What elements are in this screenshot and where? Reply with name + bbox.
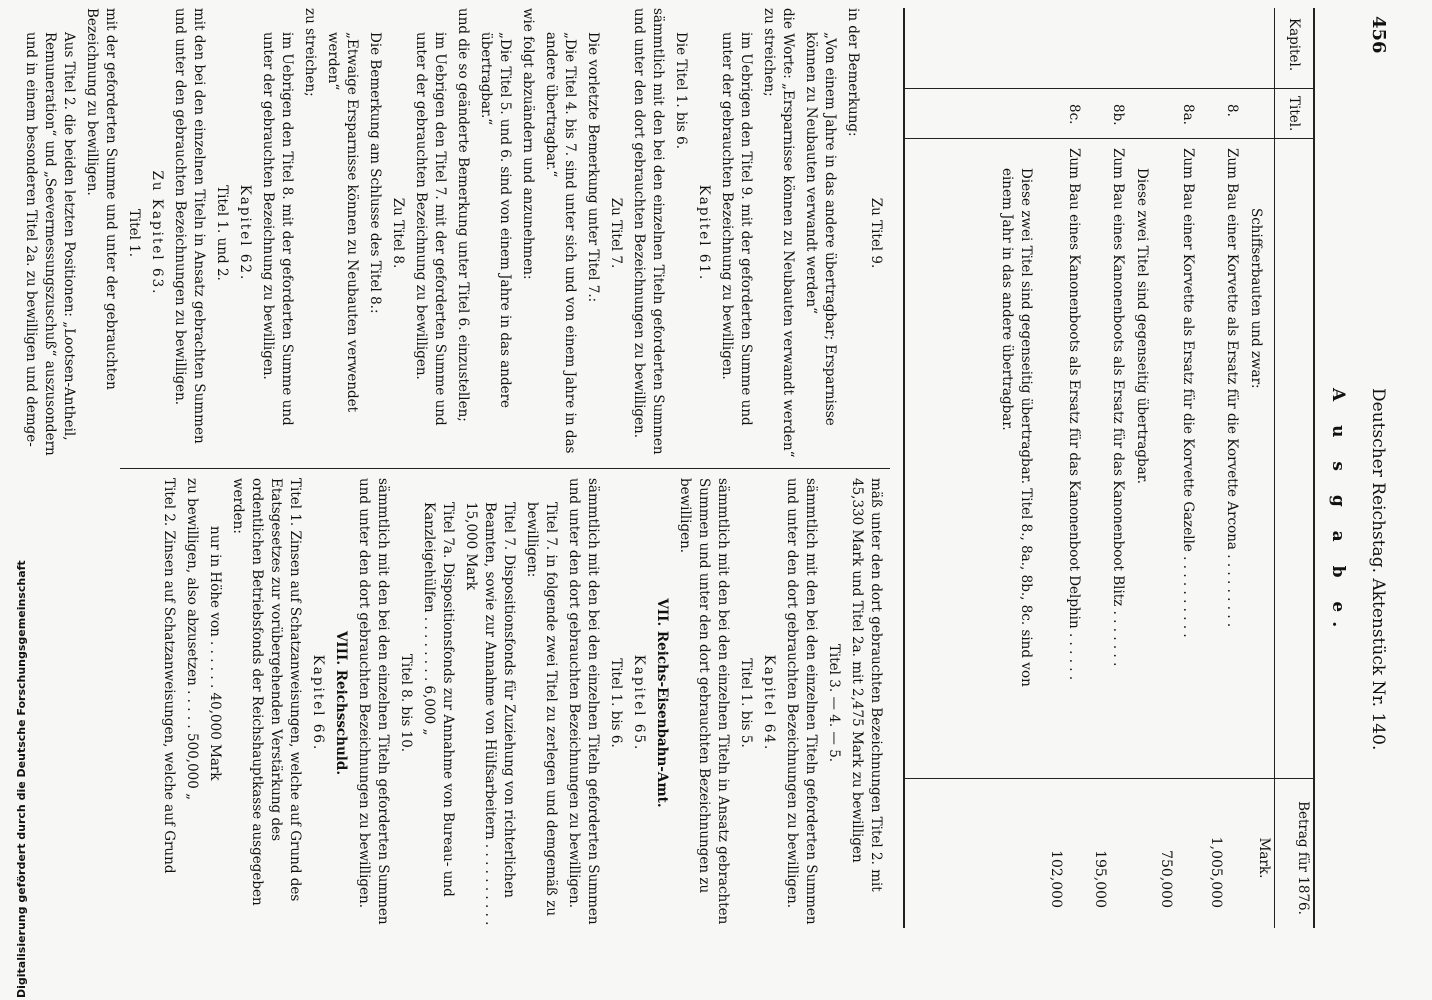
row-titel: 8a. bbox=[1180, 104, 1196, 125]
paragraph: im Uebrigen den Titel 8. mit der geforderten Summe und unter der gebrauchten Bezeichnung zu bewilligen. bbox=[260, 32, 295, 426]
digitization-note-text: Digitalisierung gefördert durch die Deutsche Forschungsgemeinschaft bbox=[15, 560, 28, 998]
paragraph: Titel 1. und 2. bbox=[214, 185, 230, 281]
table-col-rule bbox=[905, 138, 1315, 139]
paragraph: im Uebrigen den Titel 7. mit der geforderten Summe und unter der gebrauchten Bezeichnung zu bewilligen. bbox=[413, 32, 448, 426]
paragraph: Kapitel 62. bbox=[237, 184, 253, 282]
paragraph: Die Bemerkung am Schlusse des Titel 8.: bbox=[367, 32, 383, 314]
paragraph: Kapitel 66. bbox=[310, 654, 326, 752]
paragraph: Zu Titel 9. bbox=[868, 197, 884, 269]
table-header-rule bbox=[1274, 8, 1275, 928]
paragraph: Zu Titel 8. bbox=[390, 197, 406, 269]
row-text: Zum Bau einer Korvette als Ersatz für die Korvette Gazelle . . . . . . . . . . bbox=[1180, 148, 1196, 638]
paragraph: „Von einem Jahre in das andere übertragbar; Ersparnisse können zu Neubauten verwandt werden“ bbox=[803, 32, 838, 426]
row-amount: 750,000 bbox=[1158, 850, 1174, 908]
paragraph: Titel 1. Zinsen auf Schatzanweisungen, welche auf Grund des Etatsgesetzes zur vorübergehenden Verstärkung des ordentlichen Betriebsfonds der Reichshauptkasse ausgegeben werden: bbox=[230, 478, 303, 906]
table-col-rule bbox=[905, 88, 1315, 89]
paragraph: Titel 3. — 4. — 5. bbox=[826, 643, 842, 763]
row-amount: 195,000 bbox=[1092, 850, 1108, 908]
row-titel: 8b. bbox=[1110, 104, 1126, 126]
paragraph: Die vorletzte Bemerkung unter Titel 7.: bbox=[585, 32, 601, 303]
paragraph: nur in Höhe von . . . . . . 40,000 Mark bbox=[207, 526, 223, 781]
paragraph: mit den bei den einzelnen Titeln in Ansatz gebrachten Summen und unter den gebrauchten Bezeichnungen zu bewilligen. bbox=[172, 8, 207, 444]
paragraph: VII. Reichs-Eisenbahn-Amt. bbox=[654, 598, 670, 808]
row-note: Diese zwei Titel sind gegenseitig übertragbar. Titel 8., 8a., 8b., 8c. sind von einem Jahr in das andere übertragbar. bbox=[999, 168, 1034, 687]
row-amount: 102,000 bbox=[1048, 850, 1064, 908]
paragraph: Titel 7a. Dispositionsfonds zur Annahme von Bureau- und Kanzleigehülfen . . . . . . . . 6,000 „ bbox=[421, 502, 456, 897]
paragraph: Titel 8. bis 10. bbox=[398, 653, 414, 753]
paragraph: Titel 1. bis 6. bbox=[608, 658, 624, 748]
paragraph: und die so geänderte Bemerkung unter Titel 6. einzustellen; bbox=[455, 8, 471, 422]
paragraph: „Etwaige Ersparnisse können zu Neubauten verwendet werden“ bbox=[325, 32, 360, 413]
page-number: 456 bbox=[1368, 16, 1389, 54]
running-title: Deutscher Reichstag. Aktenstück Nr. 140. bbox=[1368, 388, 1388, 751]
table-intro: Schiffserbauten und zwar: bbox=[1248, 208, 1264, 389]
paragraph: Kapitel 61. bbox=[696, 184, 712, 282]
paragraph: sämmtlich mit den bei den einzelnen Titeln geforderten Summen und unter den dort gebrauchten Bezeichnungen zu bewilligen. bbox=[356, 478, 391, 925]
col-mark: Mark. bbox=[1256, 837, 1272, 879]
paragraph: mit der geforderten Summe und unter der gebrauchten Bezeichnung zu bewilligen. bbox=[84, 8, 119, 390]
paragraph: Zu Kapitel 63. bbox=[149, 170, 165, 296]
paragraph: sämmtlich mit den bei den einzelnen Titeln geforderten Summen und unter den dort gebrauchten Bezeichnungen zu bewilligen. bbox=[566, 478, 601, 925]
paragraph: die Worte: „Ersparnisse können zu Neubauten verwandt werden“ zu streichen; bbox=[761, 8, 796, 458]
paragraph: VIII. Reichsschuld. bbox=[333, 630, 349, 776]
paragraph: Kapitel 65. bbox=[631, 654, 647, 752]
col-kapitel: Kapitel. bbox=[1286, 18, 1302, 72]
left-column bbox=[17, 8, 885, 458]
paragraph: Kapitel 64. bbox=[761, 654, 777, 752]
paragraph: zu streichen; bbox=[302, 8, 318, 97]
table-top-rule bbox=[1313, 8, 1315, 928]
col-titel: Titel. bbox=[1286, 96, 1302, 132]
paragraph: „Die Titel 4. bis 7. sind unter sich und von einem Jahre in das andere übertragbar.“ bbox=[543, 32, 578, 454]
paragraph: „Die Titel 5. und 6. sind von einem Jahre in das andere übertragbar.“ bbox=[478, 32, 513, 409]
table-bottom-rule bbox=[903, 8, 905, 928]
col-betrag: Betrag für 1876. bbox=[1295, 801, 1311, 915]
row-note: Diese zwei Titel sind gegenseitig übertragbar. bbox=[1134, 168, 1150, 484]
paragraph: Aus Titel 2. die beiden letzten Positionen: „Lootsen-Antheil, Remuneration“ und „Seevermessungszuschuß“ auszusondern und in einem besonderen Titel 2a. zu bewilligen und demge- bbox=[23, 32, 77, 456]
paragraph: Titel 1. bis 5. bbox=[738, 658, 754, 748]
row-text: Zum Bau einer Korvette als Ersatz für die Korvette Arcona . . . . . . . . . bbox=[1224, 148, 1240, 628]
paragraph: wie folgt abzuändern und anzunehmen: bbox=[520, 8, 536, 280]
right-column bbox=[155, 478, 885, 928]
paragraph: Die Titel 1. bis 6. bbox=[673, 32, 689, 149]
paragraph: Titel 2. Zinsen auf Schatzanweisungen, welche auf Grund bbox=[161, 478, 177, 874]
paragraph: sämmtlich mit den bei den einzelnen Titeln geforderten Summen und unter den dort gebrauchten Bezeichnungen zu bewilligen. bbox=[784, 478, 819, 925]
section-heading: A u s g a b e. bbox=[1328, 388, 1348, 637]
paragraph: Titel 7. in folgende zwei Titel zu zerlegen und demgemäß zu bewilligen: bbox=[524, 502, 559, 917]
document-page bbox=[23, 8, 1395, 928]
row-titel: 8. bbox=[1224, 104, 1240, 117]
paragraph: sämmtlich mit den bei den einzelnen Titeln in Ansatz gebrachten Summen und unter den dort gebrauchten Bezeichnungen zu bewilligen. bbox=[677, 478, 731, 925]
row-amount: 1,005,000 bbox=[1208, 836, 1224, 908]
paragraph: Zu Titel 7. bbox=[608, 197, 624, 269]
row-text: Zum Bau eines Kanonenboots als Ersatz für das Kanonenboot Delphin . . . . . . bbox=[1066, 148, 1082, 681]
paragraph: in der Bemerkung: bbox=[845, 8, 861, 137]
paragraph: im Uebrigen den Titel 9. mit der geforderten Summe und unter der gebrauchten Bezeichnung zu bewilligen. bbox=[719, 32, 754, 426]
column-divider bbox=[120, 468, 890, 469]
paragraph: Titel 1. bbox=[126, 208, 142, 258]
paragraph: sämmtlich mit den bei den einzelnen Titeln geforderten Summen und unter den dort gebrauchten Bezeichnungen zu bewilligen. bbox=[631, 8, 666, 455]
row-titel: 8c. bbox=[1066, 104, 1082, 125]
row-text: Zum Bau eines Kanonenboots als Ersatz für das Kanonenboot Blitz . . . . . . . bbox=[1110, 148, 1126, 667]
paragraph: Titel 7. Dispositionsfonds für Zuziehung von richterlichen Beamten, sowie zur Annahme von Hülfsarbeitern . . . . . . . . . . 15,000 Mark bbox=[463, 502, 517, 926]
table-col-rule bbox=[905, 778, 1315, 779]
paragraph: zu bewilligen, also abzusetzen . . . . . 500,000 „ bbox=[184, 478, 200, 801]
paragraph: mäß unter den dort gebrauchten Bezeichnungen Titel 2. mit 45,330 Mark und Titel 2a. mit 2,475 Mark zu bewilligen bbox=[849, 478, 884, 892]
